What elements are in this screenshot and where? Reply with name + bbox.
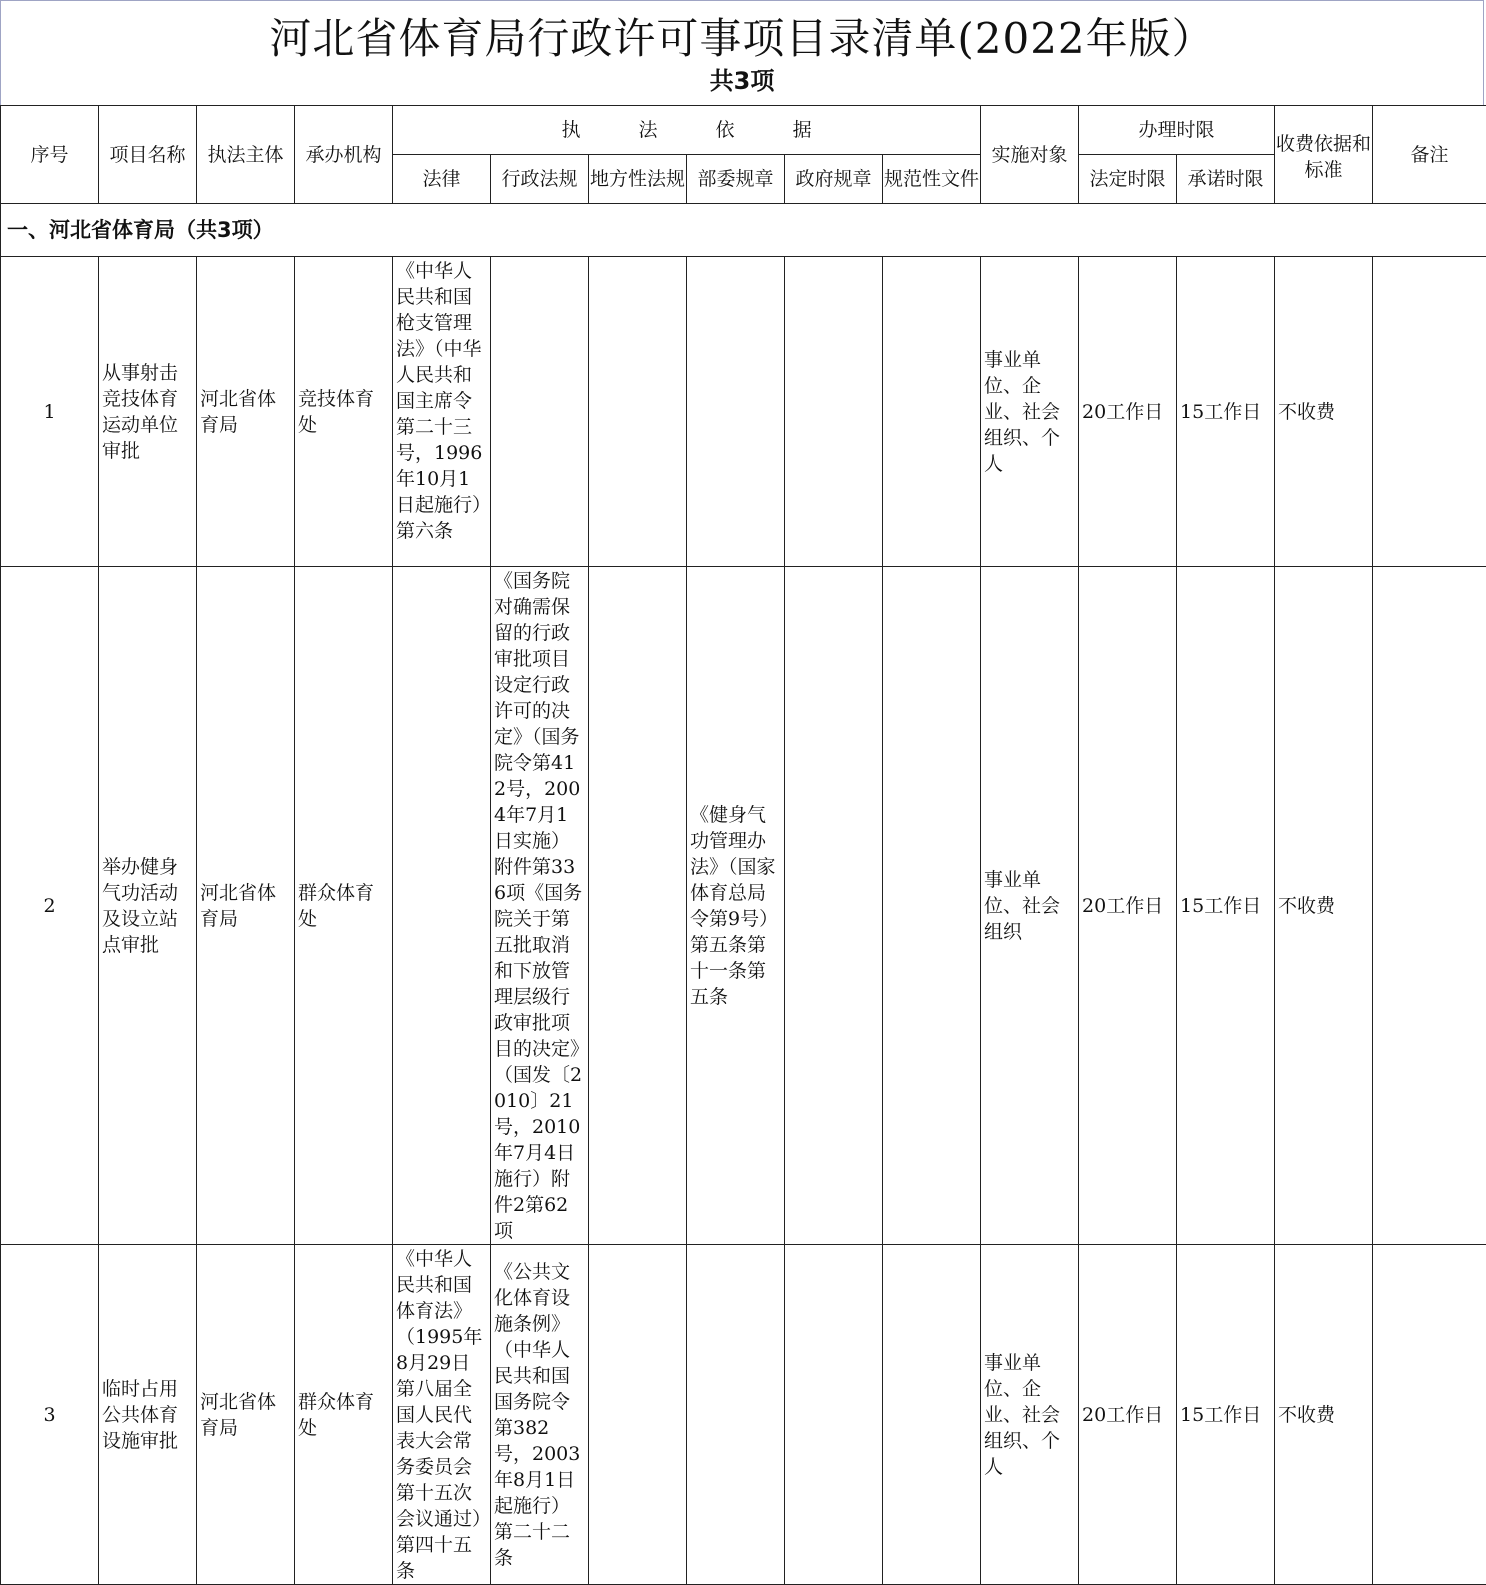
header-row-1 [1,106,1486,155]
row-gov-rule [785,1245,883,1585]
row-legal-limit: 20工作日 [1079,567,1177,1245]
row-agency: 群众体育处 [295,1245,393,1585]
header-legal-limit [1079,155,1177,204]
row-target: 事业单位、企业、社会组织、个人 [981,1245,1079,1585]
row-ministry-rule: 《健身气功管理办法》（国家体育总局令第9号）第五条第十一条第五条 [687,567,785,1245]
header-item-name: 项目名称 [99,106,197,204]
header-normative-doc [883,155,981,204]
header-admin-regulation: 行政法规 [491,155,589,204]
document-subtitle: 共3项 [709,67,775,95]
header-local-regulation-text: 地方性法规 [589,168,685,190]
row-agency: 竞技体育处 [295,257,393,567]
header-fee [1275,106,1373,204]
row-law: 《中华人民共和国枪支管理法》（中华人民共和国主席令第二十三号，1996年10月1日起施行）第六条 [393,257,491,567]
row-subject: 河北省体育局 [197,1245,295,1585]
row-ministry-rule [687,1245,785,1585]
row-normative-doc [883,257,981,567]
row-admin-regulation: 《公共文化体育设施条例》（中华人民共和国国务院令第382号，2003年8月1日起施行）第二十二条 [491,1245,589,1585]
section-row [1,204,1486,257]
row-promised-limit: 15工作日 [1177,567,1275,1245]
header-target-text: 实施对象 [991,143,1068,166]
table-row [1,567,1486,1245]
row-remark [1373,567,1486,1245]
row-local-regulation [589,567,687,1245]
header-local-regulation [589,155,687,204]
row-item-name: 举办健身气功活动及设立站点审批 [99,567,197,1245]
row-fee: 不收费 [1275,257,1373,567]
row-target: 事业单位、社会组织 [981,567,1079,1245]
row-seq: 2 [1,567,99,1245]
header-promised-limit-text: 承诺时限 [1187,168,1264,190]
table-row [1,1245,1486,1585]
header-gov-rule: 政府规章 [785,155,883,204]
row-fee: 不收费 [1275,1245,1373,1585]
row-target: 事业单位、企业、社会组织、个人 [981,257,1079,567]
row-seq: 1 [1,257,99,567]
row-normative-doc [883,567,981,1245]
section-title: 一、河北省体育局（共3项） [1,204,1486,257]
row-gov-rule [785,567,883,1245]
row-promised-limit: 15工作日 [1177,1245,1275,1585]
row-admin-regulation [491,257,589,567]
row-ministry-rule [687,257,785,567]
row-admin-regulation: 《国务院对确需保留的行政审批项目设定行政许可的决定》（国务院令第412号，2004年7月1日实施）附件第336项《国务院关于第五批取消和下放管理层级行政审批项目的决定》（国发〔2010〕21号，2010年7月4日施行）附件2第62项 [491,567,589,1245]
row-fee: 不收费 [1275,567,1373,1245]
row-subject: 河北省体育局 [197,257,295,567]
row-remark [1373,257,1486,567]
header-remark: 备注 [1373,106,1486,204]
row-law [393,567,491,1245]
header-legal-limit-text: 法定时限 [1089,168,1166,190]
header-fee-text: 收费依据和标准 [1276,132,1372,179]
row-subject: 河北省体育局 [197,567,295,1245]
header-target [981,106,1079,204]
row-gov-rule [785,257,883,567]
row-legal-limit: 20工作日 [1079,257,1177,567]
header-time-limit: 办理时限 [1079,106,1275,155]
row-item-name: 临时占用公共体育设施审批 [99,1245,197,1585]
row-local-regulation [589,257,687,567]
document-title: 河北省体育局行政许可事项目录清单(2022年版） [269,14,1215,63]
row-agency: 群众体育处 [295,567,393,1245]
header-law: 法律 [393,155,491,204]
permit-table [0,105,1486,1585]
row-local-regulation [589,1245,687,1585]
row-normative-doc [883,1245,981,1585]
row-remark [1373,1245,1486,1585]
header-ministry-rule: 部委规章 [687,155,785,204]
table-row [1,257,1486,567]
header-basis: 执 法 依 据 [393,106,981,155]
title-block [0,0,1484,105]
header-normative-doc-text: 规范性文件 [884,168,980,190]
row-law: 《中华人民共和国体育法》（1995年8月29日第八届全国人民代表大会常务委员会第十五次会议通过）第四十五条 [393,1245,491,1585]
header-promised-limit [1177,155,1275,204]
header-subject: 执法主体 [197,106,295,204]
row-item-name: 从事射击竞技体育运动单位审批 [99,257,197,567]
row-promised-limit: 15工作日 [1177,257,1275,567]
header-seq: 序号 [1,106,99,204]
row-seq: 3 [1,1245,99,1585]
row-legal-limit: 20工作日 [1079,1245,1177,1585]
header-agency: 承办机构 [295,106,393,204]
